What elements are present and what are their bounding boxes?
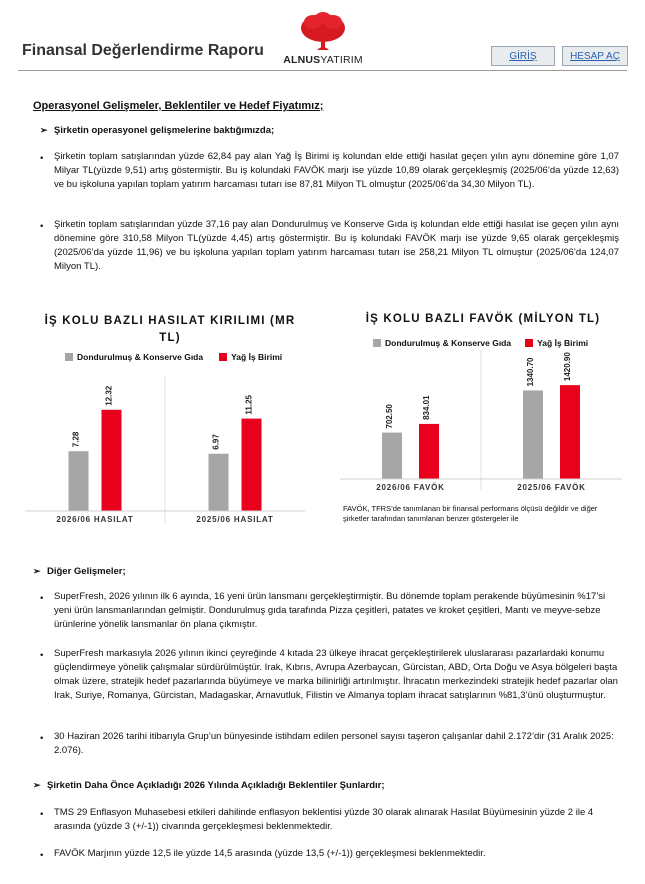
data-label: 12.32 [104,385,114,406]
bullet-icon: • [40,809,44,820]
revenue-chart [20,370,310,535]
bar [419,424,439,479]
legend-swatch-gray [65,353,73,361]
bar [523,390,543,479]
data-label: 6.97 [211,434,221,450]
data-label: 702.50 [385,404,394,429]
legend-ebitda: Dondurulmuş & Konserve Gıda Yağ İş Birimi [373,338,588,348]
report-title: Finansal Değerlendirme Raporu [22,42,264,59]
logo-wordmark: ALNUSYATIRIM [283,54,363,66]
paragraph-employees: 30 Haziran 2026 tarihi itibarıyla Grup’un bünyesinde istihdam edilen personel sayısı taşeron çalışanlar dahil 2.172’dir (31 Aralık 2025: 2.076). [54,731,614,756]
paragraph-oil-unit: Şirketin toplam satışlarından yüzde 62,84 pay alan Yağ İş Birimi iş kolundan elde ettiği hasılat geçen yılın aynı dönemine göre 1,07 Milyar TL(yüzde 9,51) artış göstermiştir. Bu iş kolundaki FAVÖK marjı ise yüzde 10,89 olarak gerçekleşmiş (2025/06’da yüzde 12,63) ve bu işkoluna yapılan toplam yatırım harcaması tutarı ise 87,81 Milyon TL olmuştur (2025/06’da 34,30 Milyon TL). [54,151,619,190]
paragraph-revenue-guidance: TMS 29 Enflasyon Muhasebesi etkileri dahilinde enflasyon beklentisi yüzde 30 olarak alınarak Hasılat Büyümesinin yüzde 2 ile 4 arasında (yüzde 3 (+/-1)) civarında gerçekleşmesi beklenmektedir. [54,807,594,832]
category-label: 2025/06 HASILAT [196,515,274,524]
data-label: 7.28 [71,431,81,448]
bar [209,454,229,511]
category-label: 2026/06 FAVÖK [376,483,445,492]
paragraph-exports: SuperFresh markasıyla 2026 yılının ikinci çeyreğinde 4 kıtada 23 ülkeye ihracat gerçekleştirilerek uluslararası pazarlardaki konumu güçlendirmeye yönelik çalışmalar sürdürülmüştür. Irak, Kıbrıs, Avrupa Azerbaycan, Gürcistan, ABD, Orta Doğu ve Asya bölgeleri başta olmak üzere, stratejik hedef pazarlarında büyümeye ve marka bilinirliği artırılmıştır. İhracatın merkezindeki stratejik hedef pazarlar olan Irak, Suriye, Romanya, Gürcistan, Madagaskar, Arnavutluk, Filistin ve Almanya toplam ihracat satışlarının %81,3’ünü oluşturmuştur. [54,648,618,701]
paragraph-margin-guidance: FAVÖK Marjının yüzde 12,5 ile yüzde 14,5 arasında (yüzde 13,5 (+/-1)) gerçekleşmesi beklenmektedir. [54,848,486,859]
bullet-icon: • [40,733,44,744]
chart-title-ebitda: İŞ KOLU BAZLI FAVÖK (MİLYON TL) [365,313,601,325]
login-button[interactable]: GİRİŞ [491,46,555,66]
subheading-other: ➢ Diğer Gelişmeler; [33,566,126,577]
arrow-bullet-icon: ➢ [33,566,41,576]
bar [102,410,122,511]
bullet-icon: • [40,650,44,661]
bar [242,419,262,511]
category-label: 2026/06 HASILAT [56,515,134,524]
bar [560,385,580,479]
paragraph-frozen-unit: Şirketin toplam satışlarından yüzde 37,16 pay alan Dondurulmuş ve Konserve Gıda iş kolundan elde ettiği hasılat ise geçen yılın aynı dönemine göre 310,58 Milyon TL(yüzde 4,45) artış göstermiştir. Bu iş kolundaki FAVÖK marjı ise yüzde 9,65 olarak gerçekleşmiş (2025/06’da yüzde 11,96) ve bu işkoluna yapılan toplam yatırım harcaması tutarı ise 258,21 Milyon TL olmuştur (2025/06’da 124,07 Milyon TL). [54,219,619,272]
tree-icon [277,10,369,56]
subheading-operational: ➢ Şirketin operasyonel gelişmelerine baktığımızda; [40,125,275,136]
company-logo [277,10,369,70]
ebitda-chart [335,346,627,503]
bullet-icon: • [40,593,44,604]
data-label: 1420.90 [563,352,572,382]
data-label: 11.25 [244,395,254,415]
data-label: 1340.70 [526,357,535,387]
chart-footnote: FAVÖK, TFRS’de tanımlanan bir finansal performans ölçüsü değildir ve diğer şirketler tarafından tanımlanan benzer göstergeler ile [343,504,598,523]
data-label: 834.01 [422,395,431,420]
bullet-icon: • [40,221,44,232]
bar [382,433,402,479]
subheading-expectations: ➢ Şirketin Daha Önce Açıkladığı 2026 Yılında Açıkladığı Beklentiler Şunlardır; [33,780,385,791]
legend-swatch-red [219,353,227,361]
header-divider [18,70,627,71]
legend-revenue: Dondurulmuş & Konserve Gıda Yağ İş Birimi [65,352,282,362]
bar [69,451,89,511]
paragraph-product-launches: SuperFresh, 2026 yılının ilk 6 ayında, 16 yeni ürün lansmanı gerçekleştirmiştir. Bu dönemde toplam perakende büyümesinin %17’si yeni ürün lansmanlarından gelmiştir. Dondurulmuş gıda tarafında Pizza çeşitleri, patates ve kroket çeşitleri, Mantı ve meyve-sebze ürünlerine yönelik lansmanlar ön plana çıkmıştır. [54,591,606,630]
bullet-icon: • [40,850,44,861]
bullet-icon: • [40,153,44,164]
arrow-bullet-icon: ➢ [40,125,48,135]
chart-title-revenue: İŞ KOLU BAZLI HASILAT KIRILIMI (MR TL) [44,315,296,344]
signup-button[interactable]: HESAP AÇ [562,46,628,66]
arrow-bullet-icon: ➢ [33,780,41,790]
category-label: 2025/06 FAVÖK [517,483,586,492]
section-title: Operasyonel Gelişmeler, Beklentiler ve Hedef Fiyatımız; [33,100,324,112]
